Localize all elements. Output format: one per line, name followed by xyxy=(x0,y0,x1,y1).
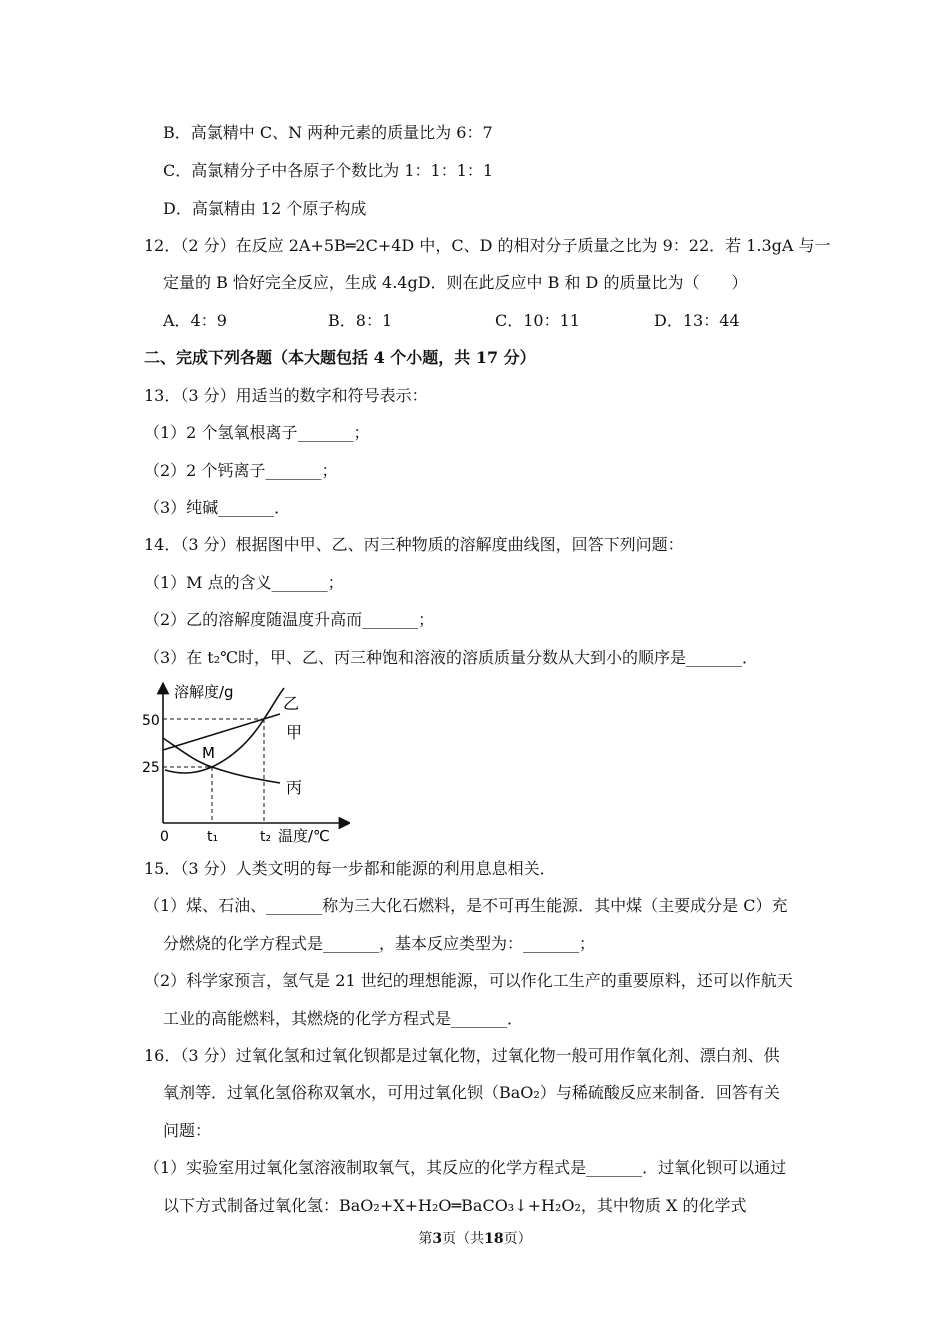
footer-prefix: 第 xyxy=(418,1231,433,1247)
footer-mid: 页（共 xyxy=(442,1231,485,1247)
x-tick-t2: t₂ xyxy=(260,829,272,845)
question-16-line3: 问题： xyxy=(163,1121,212,1140)
x-axis-label: 温度/℃ xyxy=(278,827,330,845)
option-11d: D．高氯精由 12 个原子构成 xyxy=(163,199,367,218)
option-11b: B．高氯精中 C、N 两种元素的质量比为 6：7 xyxy=(163,123,493,142)
question-16-line2: 氧剂等．过氧化氢俗称双氧水，可用过氧化钡（BaO₂）与稀硫酸反应来制备．回答有关 xyxy=(163,1083,780,1102)
option-11c: C．高氯精分子中各原子个数比为 1：1：1：1 xyxy=(163,161,494,180)
question-12-line1: 12．（2 分）在反应 2A+5B═2C+4D 中，C、D 的相对分子质量之比为 9：22．若 1.3gA 与一 xyxy=(144,236,831,255)
question-16-part1-line1: （1）实验室用过氧化氢溶液制取氧气，其反应的化学方程式是_______．过氧化钡可以通过 xyxy=(144,1158,787,1177)
question-15-part1-line1: （1）煤、石油、_______称为三大化石燃料，是不可再生能源．其中煤（主要成分是 C）充 xyxy=(144,896,788,915)
question-15-part2-line2: 工业的高能燃料，其燃烧的化学方程式是_______． xyxy=(163,1009,524,1028)
option-12d: D．13：44 xyxy=(654,311,740,330)
question-13: 13．（3 分）用适当的数字和符号表示： xyxy=(144,386,428,405)
y-tick-50: 50 xyxy=(142,713,160,729)
question-13-part1: （1）2 个氢氧根离子_______； xyxy=(144,423,370,442)
question-13-part3: （3）纯碱_______． xyxy=(144,498,291,517)
solubility-curve-graph xyxy=(140,676,350,848)
question-13-part2: （2）2 个钙离子_______； xyxy=(144,461,338,480)
footer-page-number: 3 xyxy=(432,1231,443,1247)
question-14-part1: （1）M 点的含义_______； xyxy=(144,573,344,592)
option-12c: C．10：11 xyxy=(495,311,580,330)
question-15: 15．（3 分）人类文明的每一步都和能源的利用息息相关． xyxy=(144,859,556,878)
x-tick-t1: t₁ xyxy=(207,829,219,845)
section-2-heading: 二、完成下列各题（本大题包括 4 个小题，共 17 分） xyxy=(144,348,536,367)
footer-total-pages: 18 xyxy=(484,1231,504,1247)
x-tick-0: 0 xyxy=(160,829,169,845)
question-16-part1-line2: 以下方式制备过氧化氢：BaO₂+X+H₂O═BaCO₃↓+H₂O₂，其中物质 X 的化学式 xyxy=(163,1196,747,1215)
option-12a: A．4：9 xyxy=(163,311,227,330)
y-axis-label: 溶解度/g xyxy=(174,683,234,701)
page-footer xyxy=(0,1228,950,1248)
option-12b: B．8：1 xyxy=(328,311,393,330)
question-16-line1: 16．（3 分）过氧化氢和过氧化钡都是过氧化物，过氧化物一般可用作氧化剂、漂白剂、供 xyxy=(144,1046,780,1065)
curve-yi-label: 乙 xyxy=(283,694,300,713)
question-14: 14．（3 分）根据图中甲、乙、丙三种物质的溶解度曲线图，回答下列问题： xyxy=(144,535,684,554)
question-12-line2: 定量的 B 恰好完全反应，生成 4.4gD．则在此反应中 B 和 D 的质量比为（ ） xyxy=(163,273,748,292)
question-14-part3: （3）在 t₂℃时，甲、乙、丙三种饱和溶液的溶质质量分数从大到小的顺序是_______． xyxy=(144,648,759,667)
footer-suffix: 页） xyxy=(503,1231,532,1247)
question-15-part2-line1: （2）科学家预言，氢气是 21 世纪的理想能源，可以作化工生产的重要原料，还可以作航天 xyxy=(144,971,793,990)
question-15-part1-line2: 分燃烧的化学方程式是_______，基本反应类型为：_______； xyxy=(163,934,596,953)
y-tick-25: 25 xyxy=(142,760,160,776)
point-m-label: M xyxy=(202,744,215,762)
question-14-part2: （2）乙的溶解度随温度升高而_______； xyxy=(144,610,435,629)
curve-bing-label: 丙 xyxy=(286,778,303,797)
curve-jia-label: 甲 xyxy=(286,723,303,742)
